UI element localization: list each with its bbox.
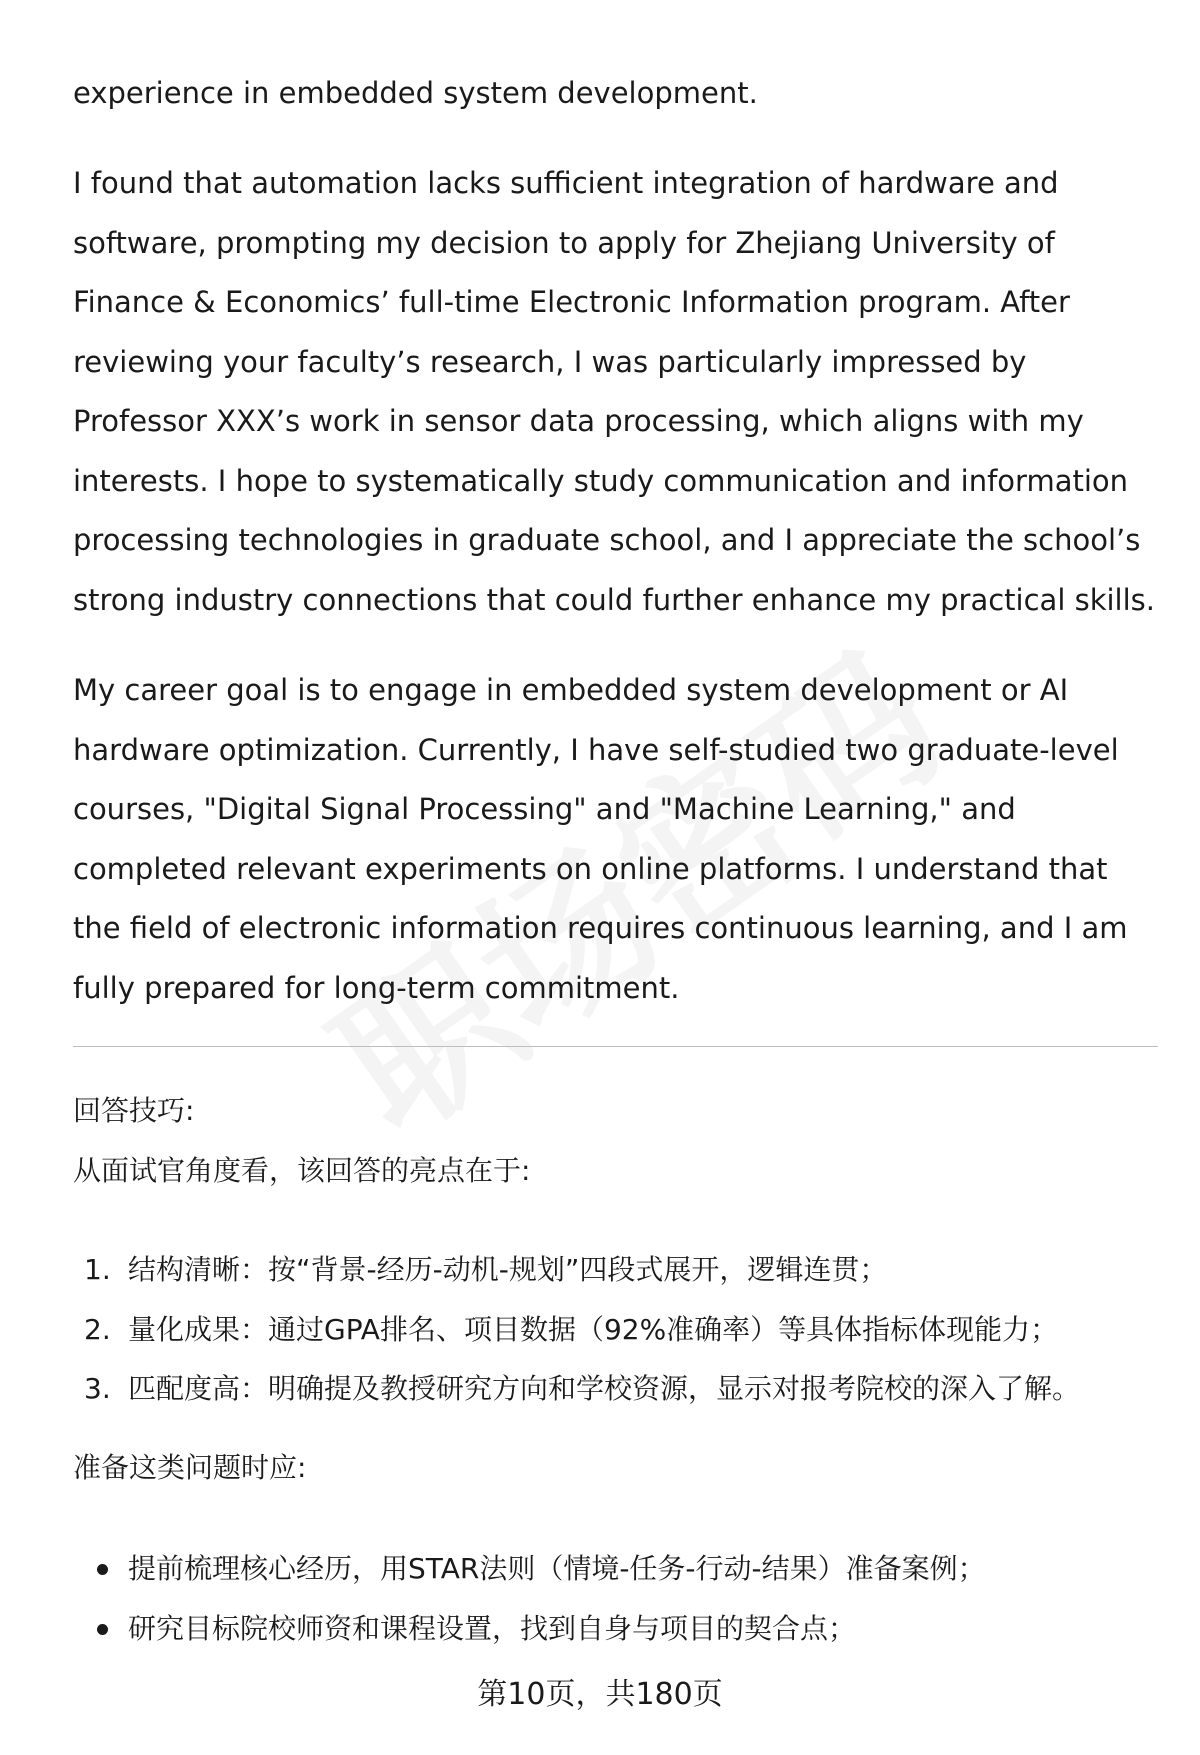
prep-list-item xyxy=(73,1599,1158,1659)
list-number: 1. xyxy=(84,1253,111,1286)
list-number: 3. xyxy=(84,1372,111,1405)
body-paragraph-3: My career goal is to engage in embedded system development or AI hardware optimization. Currently, I have self-studied two graduate-level courses, "Digital Signal Processing" and "Machine Learning," and completed relevant experiments on online platforms. I understand that the field of electronic information requires continuous learning, and I am fully prepared for long-term commitment. xyxy=(73,673,1128,1005)
list-item-text: 量化成果：通过GPA排名、项目数据（92%准确率）等具体指标体现能力； xyxy=(128,1312,1059,1346)
tips-intro: 从面试官角度看，该回答的亮点在于: xyxy=(73,1154,531,1187)
tips-list-item xyxy=(73,1240,1158,1300)
section-divider xyxy=(73,1046,1158,1047)
list-number: 2. xyxy=(84,1312,111,1346)
list-item-text: 结构清晰：按“背景-经历-动机-规划”四段式展开，逻辑连贯； xyxy=(128,1253,888,1286)
prep-heading: 准备这类问题时应: xyxy=(73,1451,307,1484)
bullet-icon xyxy=(97,1624,108,1635)
tips-list-item xyxy=(73,1359,1158,1419)
list-item-text: 研究目标院校师资和课程设置，找到自身与项目的契合点； xyxy=(128,1611,857,1645)
tips-list-item xyxy=(73,1300,1158,1360)
bullet-icon xyxy=(97,1564,108,1575)
tips-heading: 回答技巧: xyxy=(73,1094,195,1127)
tips-list xyxy=(73,1240,1158,1419)
page-footer: 第10页，共180页 xyxy=(477,1677,723,1712)
prep-list-item xyxy=(73,1539,1158,1599)
body-paragraph-2: I found that automation lacks sufficient integration of hardware and software, prompting my decision to apply for Zhejiang University of Finance & Economics’ full-time Electronic Information program. After reviewing your faculty’s research, I was particularly impressed by Professor XXX’s work in sensor data processing, which aligns with my interests. I hope to systematically study communication and information processing technologies in graduate school, and I appreciate the school’s strong industry connections that could further enhance my practical skills. xyxy=(73,166,1155,617)
prep-list xyxy=(73,1539,1158,1658)
body-paragraph-1: experience in embedded system development. xyxy=(73,76,758,110)
list-item-text: 匹配度高：明确提及教授研究方向和学校资源，显示对报考院校的深入了解。 xyxy=(128,1372,1081,1405)
list-item-text: 提前梳理核心经历，用STAR法则（情境-任务-行动-结果）准备案例； xyxy=(128,1552,986,1585)
